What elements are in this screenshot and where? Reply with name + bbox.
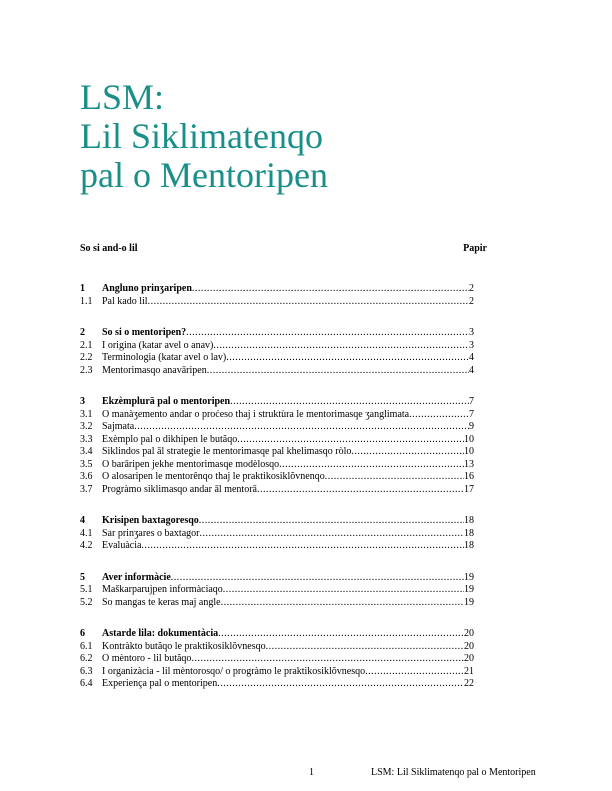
toc-entry[interactable]: [80, 471, 474, 484]
toc-entry-number: 6.3: [80, 665, 93, 677]
toc-section: [80, 283, 474, 308]
toc-leader-dots: [221, 597, 464, 610]
toc-leader-dots: [365, 666, 464, 679]
toc-entry-page: 20: [464, 640, 474, 652]
table-of-contents: [80, 283, 474, 710]
title-line-2: Lil Siklimatenqo: [80, 116, 323, 156]
toc-leader-dots: [218, 628, 464, 641]
toc-entry-title: Progràmo siklimasqo andar āl mentorā: [102, 483, 257, 495]
toc-entry[interactable]: [80, 446, 474, 459]
toc-entry-page: 9: [469, 421, 474, 432]
toc-entry-title: Angluno prinʒaripen: [102, 283, 192, 294]
toc-leader-dots: [186, 327, 469, 340]
toc-entry-page: 10: [464, 446, 474, 457]
toc-entry[interactable]: [80, 352, 474, 365]
toc-entry-number: 3.5: [80, 458, 93, 470]
toc-entry-title: Maškarparujpen informàciaqo: [102, 584, 223, 595]
toc-entry-page: 20: [464, 628, 474, 639]
toc-section-heading[interactable]: [80, 327, 474, 340]
toc-entry-number: 1: [80, 283, 85, 294]
toc-entry-number: 2: [80, 327, 85, 338]
toc-entry[interactable]: [80, 484, 474, 497]
toc-leader-dots: [351, 446, 464, 459]
toc-entry[interactable]: [80, 365, 474, 378]
toc-entry-page: 4: [469, 364, 474, 376]
title-line-3: pal o Mentoripen: [80, 155, 328, 195]
toc-entry-number: 1.1: [80, 295, 93, 307]
toc-entry-page: 2: [469, 283, 474, 294]
toc-entry-number: 3.2: [80, 421, 93, 432]
toc-section-heading[interactable]: [80, 572, 474, 585]
toc-entry[interactable]: [80, 459, 474, 472]
toc-entry-title: Siklindos pal āl strategie le mentorimasqe pal khelimasqo ròlo: [102, 446, 352, 457]
toc-leader-dots: [409, 409, 469, 422]
toc-entry-page: 20: [464, 653, 474, 664]
toc-entry[interactable]: [80, 653, 474, 666]
toc-entry-title: O alosaripen le mentorênqo thaj le praktikosiklŏvnenqo: [102, 471, 325, 482]
toc-entry-number: 3.4: [80, 446, 93, 457]
toc-section-heading[interactable]: [80, 283, 474, 296]
toc-leader-dots: [213, 340, 469, 353]
toc-leader-dots: [148, 296, 469, 309]
toc-section: [80, 515, 474, 553]
toc-entry-number: 4.1: [80, 527, 93, 539]
toc-section-heading[interactable]: [80, 396, 474, 409]
toc-entry-page: 19: [464, 596, 474, 608]
toc-section: [80, 628, 474, 691]
toc-entry-page: 13: [464, 458, 474, 470]
toc-entry-title: Mentorimasqo anavāripen: [102, 364, 207, 376]
toc-header-page: Papir: [463, 243, 487, 254]
toc-leader-dots: [325, 471, 464, 484]
toc-leader-dots: [199, 528, 464, 541]
toc-entry-page: 2: [469, 295, 474, 307]
toc-entry-page: 17: [464, 483, 474, 495]
toc-leader-dots: [257, 484, 464, 497]
toc-entry-title: O barāripen jekhe mentorimasqe modèlosqo: [102, 458, 280, 470]
toc-entry-page: 18: [464, 527, 474, 539]
toc-entry[interactable]: [80, 584, 474, 597]
toc-section: [80, 396, 474, 496]
toc-entry[interactable]: [80, 597, 474, 610]
toc-entry-number: 4.2: [80, 540, 93, 551]
toc-entry-page: 18: [464, 540, 474, 551]
toc-entry-number: 6: [80, 628, 85, 639]
toc-entry-title: Exèmplo pal o dikhipen le butăqo: [102, 433, 238, 445]
toc-leader-dots: [226, 352, 469, 365]
toc-entry[interactable]: [80, 540, 474, 553]
toc-entry-number: 6.1: [80, 640, 93, 652]
toc-header: [80, 243, 487, 254]
toc-leader-dots: [192, 283, 469, 296]
toc-entry-title: O mèntoro - lil butăqo: [102, 653, 192, 664]
footer-title: LSM: Lil Siklimatenqo pal o Mentoripen: [371, 767, 536, 778]
toc-entry[interactable]: [80, 421, 474, 434]
toc-entry-number: 3.6: [80, 471, 93, 482]
toc-entry-number: 3: [80, 396, 85, 407]
toc-leader-dots: [171, 572, 464, 585]
toc-leader-dots: [191, 653, 464, 666]
toc-entry-title: Aver informàcie: [102, 571, 171, 583]
toc-entry-number: 3.1: [80, 408, 93, 420]
toc-entry-title: Ekzèmplurā pal o mentoripen: [102, 396, 231, 407]
toc-entry-page: 7: [469, 396, 474, 407]
toc-entry-page: 22: [464, 678, 474, 689]
toc-entry-title: Sar prinʒares o baxtagor: [102, 527, 200, 539]
toc-section: [80, 572, 474, 610]
document-title: [80, 78, 328, 195]
toc-entry-page: 4: [469, 352, 474, 363]
toc-entry-page: 21: [464, 665, 474, 677]
toc-entry-title: O manàʒemento andar o proćeso thaj i struktùra le mentorimasqe ʒanglimata: [102, 408, 410, 420]
toc-entry-title: Krisipen baxtagoresqo: [102, 515, 199, 526]
toc-entry-number: 5.1: [80, 584, 93, 595]
toc-entry[interactable]: [80, 528, 474, 541]
toc-leader-dots: [279, 459, 464, 472]
toc-entry[interactable]: [80, 678, 474, 691]
toc-entry-title: I organizàcia - lil mèntorosqo/ o progràmo le praktikosiklŏvnesqo: [102, 665, 366, 677]
toc-entry-number: 5.2: [80, 596, 93, 608]
toc-header-contents: So si and-o lil: [80, 243, 138, 254]
toc-leader-dots: [134, 421, 469, 434]
toc-leader-dots: [199, 515, 464, 528]
toc-entry[interactable]: [80, 641, 474, 654]
toc-entry-title: Evaluàcia: [102, 540, 142, 551]
toc-entry-page: 7: [469, 408, 474, 420]
toc-entry-title: So si o mentoripen?: [102, 327, 187, 338]
toc-entry-number: 2.3: [80, 364, 93, 376]
toc-entry-page: 3: [469, 339, 474, 351]
toc-entry-number: 2.2: [80, 352, 93, 363]
toc-entry[interactable]: [80, 409, 474, 422]
toc-entry-title: Kontràkto butăqo le praktikosiklŏvnesqo: [102, 640, 266, 652]
toc-leader-dots: [217, 678, 464, 691]
toc-entry-page: 3: [469, 327, 474, 338]
toc-entry-page: 19: [464, 571, 474, 583]
toc-entry-title: Terminologia (katar avel o lav): [102, 352, 227, 363]
toc-entry[interactable]: [80, 340, 474, 353]
toc-leader-dots: [207, 365, 469, 378]
toc-entry-title: Astarde lila: dokumentàcia: [102, 628, 219, 639]
toc-entry-number: 3.3: [80, 433, 93, 445]
toc-leader-dots: [223, 584, 464, 597]
toc-leader-dots: [230, 396, 469, 409]
toc-section: [80, 327, 474, 377]
toc-entry-page: 18: [464, 515, 474, 526]
toc-entry-title: Experiença pal o mentoripen: [102, 678, 218, 689]
toc-leader-dots: [237, 434, 464, 447]
toc-entry[interactable]: [80, 434, 474, 447]
toc-entry-number: 6.2: [80, 653, 93, 664]
toc-entry-number: 6.4: [80, 678, 93, 689]
toc-entry-page: 10: [464, 433, 474, 445]
toc-entry[interactable]: [80, 666, 474, 679]
toc-entry-page: 16: [464, 471, 474, 482]
toc-entry-number: 5: [80, 571, 85, 583]
toc-entry-page: 19: [464, 584, 474, 595]
toc-entry-title: So mangas te keras maj angle: [102, 596, 221, 608]
toc-entry-number: 2.1: [80, 339, 93, 351]
toc-section-heading[interactable]: [80, 628, 474, 641]
toc-leader-dots: [266, 641, 464, 654]
toc-entry[interactable]: [80, 296, 474, 309]
toc-section-heading[interactable]: [80, 515, 474, 528]
toc-entry-number: 3.7: [80, 483, 93, 495]
toc-entry-title: Sajmata: [102, 421, 135, 432]
title-line-1: LSM:: [80, 77, 165, 117]
toc-leader-dots: [141, 540, 464, 553]
footer-page-number: 1: [309, 767, 314, 778]
toc-entry-title: Pal kado lil: [102, 295, 148, 307]
toc-entry-title: I origina (katar avel o anav): [102, 339, 214, 351]
toc-entry-number: 4: [80, 515, 85, 526]
